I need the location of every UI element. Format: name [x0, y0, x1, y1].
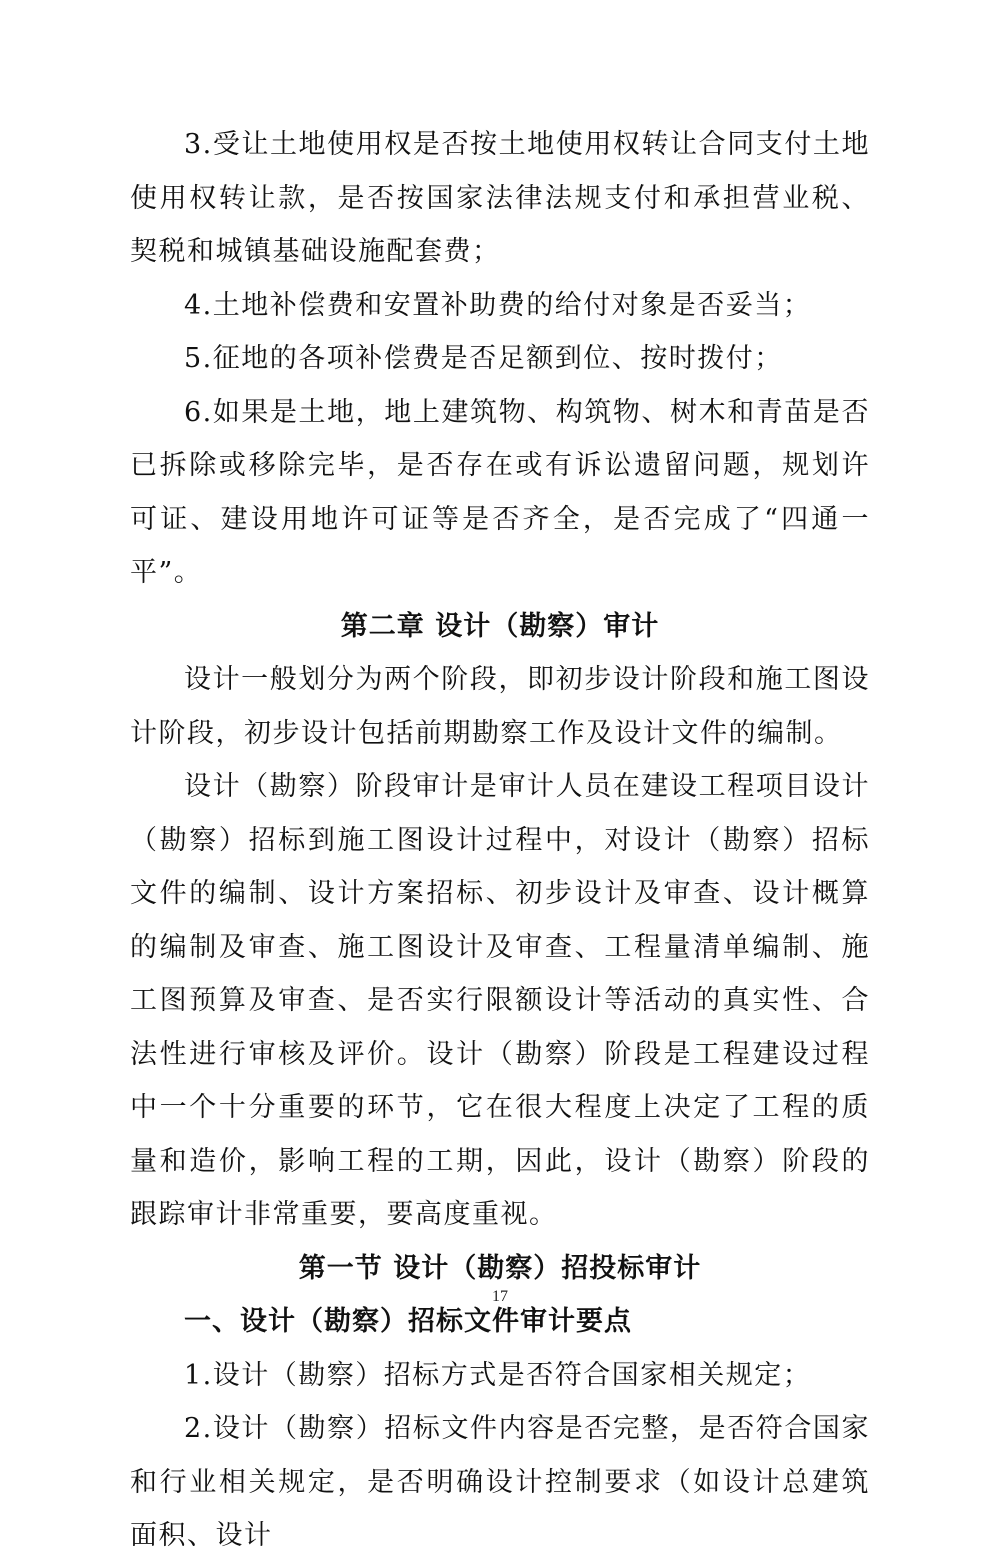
point-2-bidding-content: 2.设计（勘察）招标文件内容是否完整，是否符合国家和行业相关规定，是否明确设计控制要求（如设计总建筑面积、设计 [130, 1413, 870, 1551]
item-4-compensation-recipients: 4.土地补偿费和安置补助费的给付对象是否妥当； [184, 289, 812, 321]
item-3-land-transfer: 3.受让土地使用权是否按土地使用权转让合同支付土地使用权转让款，是否按国家法律法规支付和承担营业税、契税和城镇基础设施配套费； [130, 129, 870, 267]
design-stages-para: 设计一般划分为两个阶段，即初步设计阶段和施工图设计阶段，初步设计包括前期勘察工作及设计文件的编制。 [130, 664, 870, 749]
chapter-2-heading: 第二章 设计（勘察）审计 [340, 610, 660, 642]
section-1-heading: 第一节 设计（勘察）招投标审计 [298, 1252, 702, 1284]
item-6-site-clearance: 6.如果是土地，地上建筑物、构筑物、树木和青苗是否已拆除或移除完毕，是否存在或有诉讼遗留问题，规划许可证、建设用地许可证等是否齐全，是否完成了“四通一平”。 [130, 396, 870, 588]
page-number: 17 [492, 1288, 508, 1305]
design-audit-definition-para: 设计（勘察）阶段审计是审计人员在建设工程项目设计（勘察）招标到施工图设计过程中，对设计（勘察）招标文件的编制、设计方案招标、初步设计及审查、设计概算的编制及审查、施工图设计及审查、工程量清单编制、施工图预算及审查、是否实行限额设计等活动的真实性、合法性进行审核及评价。设计（勘察）阶段是工程建设过程中一个十分重要的环节，它在很大程度上决定了工程的质量和造价，影响工程的工期，因此，设计（勘察）阶段的跟踪审计非常重要，要高度重视。 [130, 771, 870, 1230]
point-1-bidding-method: 1.设计（勘察）招标方式是否符合国家相关规定； [184, 1359, 812, 1391]
page-body [130, 118, 870, 1563]
subsection-1-heading: 一、设计（勘察）招标文件审计要点 [184, 1306, 632, 1337]
item-5-compensation-payment: 5.征地的各项补偿费是否足额到位、按时拨付； [184, 343, 783, 374]
